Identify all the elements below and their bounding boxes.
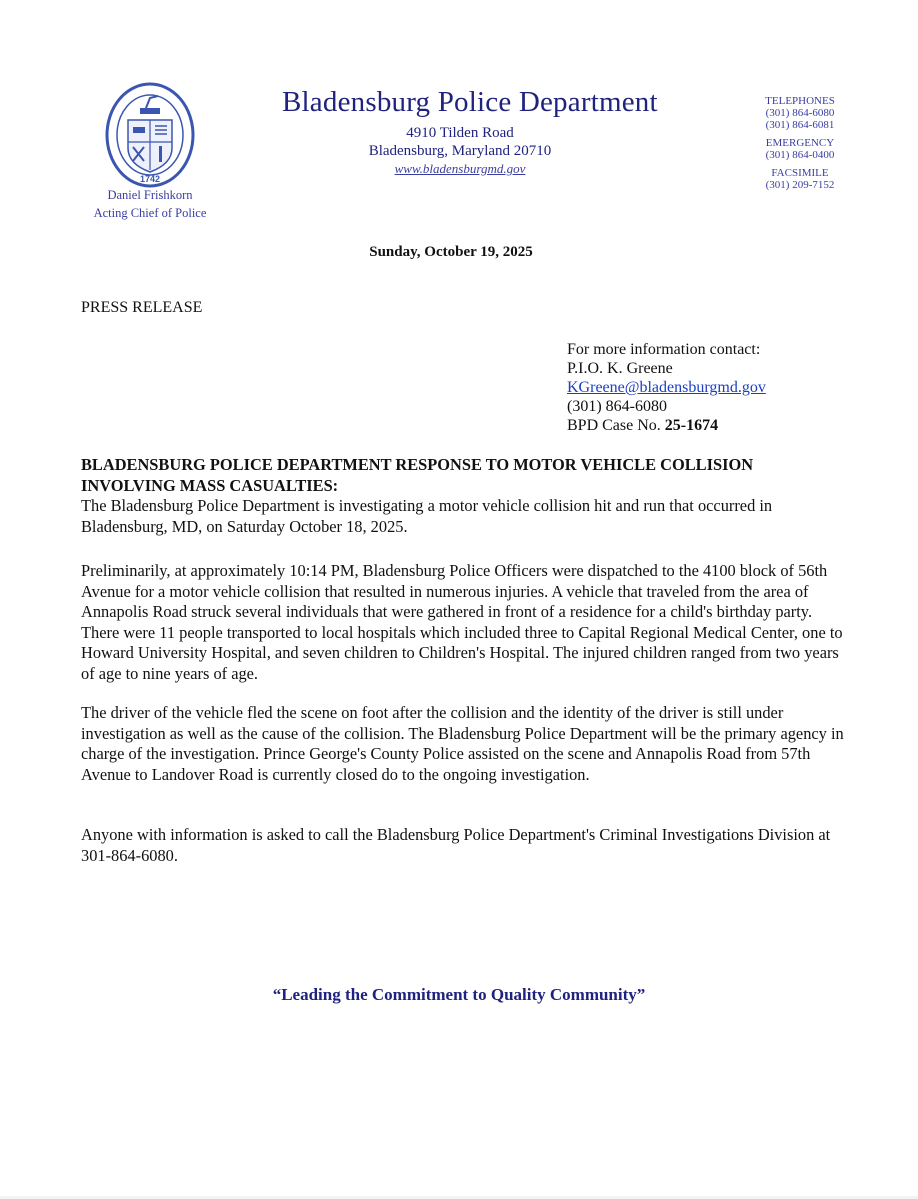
chief-info — [80, 186, 220, 222]
contact-email-link[interactable]: KGreene@bladensburgmd.gov — [567, 379, 766, 396]
media-contact — [567, 340, 766, 435]
document-type: PRESS RELEASE — [81, 299, 203, 316]
slogan-row — [0, 985, 918, 1005]
paragraph-1: The Bladensburg Police Department is investigating a motor vehicle collision hit and run that occurred in Bladensburg, MD, on Saturday October 18, 2025. — [81, 496, 773, 536]
chief-name: Daniel Frishkorn — [107, 188, 193, 202]
contact-intro: For more information contact: — [567, 341, 761, 358]
department-name: Bladensburg Police Department — [282, 86, 658, 118]
case-number: 25-1674 — [664, 417, 719, 434]
emergency-number: (301) 864-0400 — [765, 149, 835, 161]
address-line-1: 4910 Tilden Road — [406, 125, 514, 141]
chief-title: Acting Chief of Police — [93, 206, 207, 220]
case-label: BPD Case No. — [567, 417, 661, 434]
headline: BLADENSBURG POLICE DEPARTMENT RESPONSE TO MOTOR VEHICLE COLLISION INVOLVING MASS CASUALTIES: — [81, 455, 754, 495]
contact-name: P.I.O. K. Greene — [567, 360, 673, 377]
facsimile-number: (301) 209-7152 — [765, 179, 835, 191]
telephone-2: (301) 864-6081 — [765, 119, 835, 131]
svg-text:1742: 1742 — [139, 174, 161, 184]
paragraph-4: Anyone with information is asked to call the Bladensburg Police Department's Criminal Investigations Division at 301-864-6080. — [81, 825, 831, 865]
contact-phone: (301) 864-6080 — [567, 398, 667, 415]
telephones-label: TELEPHONES — [765, 95, 835, 107]
telephone-1: (301) 864-6080 — [765, 107, 835, 119]
address-line-2: Bladensburg, Maryland 20710 — [368, 143, 552, 159]
contact-numbers — [740, 95, 860, 191]
release-date-row — [0, 244, 918, 261]
slogan: “Leading the Commitment to Quality Community” — [272, 985, 646, 1004]
paragraph-3: The driver of the vehicle fled the scene on foot after the collision and the identity of the driver is still under investigation as well as the cause of the collision. The Bladensburg Police Department will be the primary agency in charge of the investigation. Prince George's County Police assisted on the scene and Annapolis Road from 57th Avenue to Landover Road is currently closed do to the ongoing investigation. — [81, 703, 844, 784]
website-link[interactable]: www.bladensburgmd.gov — [394, 161, 526, 176]
department-address — [290, 124, 630, 178]
paragraph-2: Preliminarily, at approximately 10:14 PM, Bladensburg Police Officers were dispatched to the 4100 block of 56th Avenue for a motor vehicle collision that resulted in numerous injuries. A vehicle that traveled from the area of Annapolis Road struck several individuals that were gathered in front of a residence for a child's birthday party. There were 11 people transported to local hospitals which included three to Capital Regional Medical Center, one to Howard University Hospital, and seven children to Children's Hospital. The injured children ranged from two years of age to nine years of age. — [81, 561, 843, 683]
release-date: Sunday, October 19, 2025 — [369, 244, 533, 260]
town-seal-icon — [104, 82, 196, 188]
case-number-line — [567, 416, 766, 435]
emergency-label: EMERGENCY — [765, 137, 835, 149]
facsimile-label: FACSIMILE — [771, 167, 829, 179]
